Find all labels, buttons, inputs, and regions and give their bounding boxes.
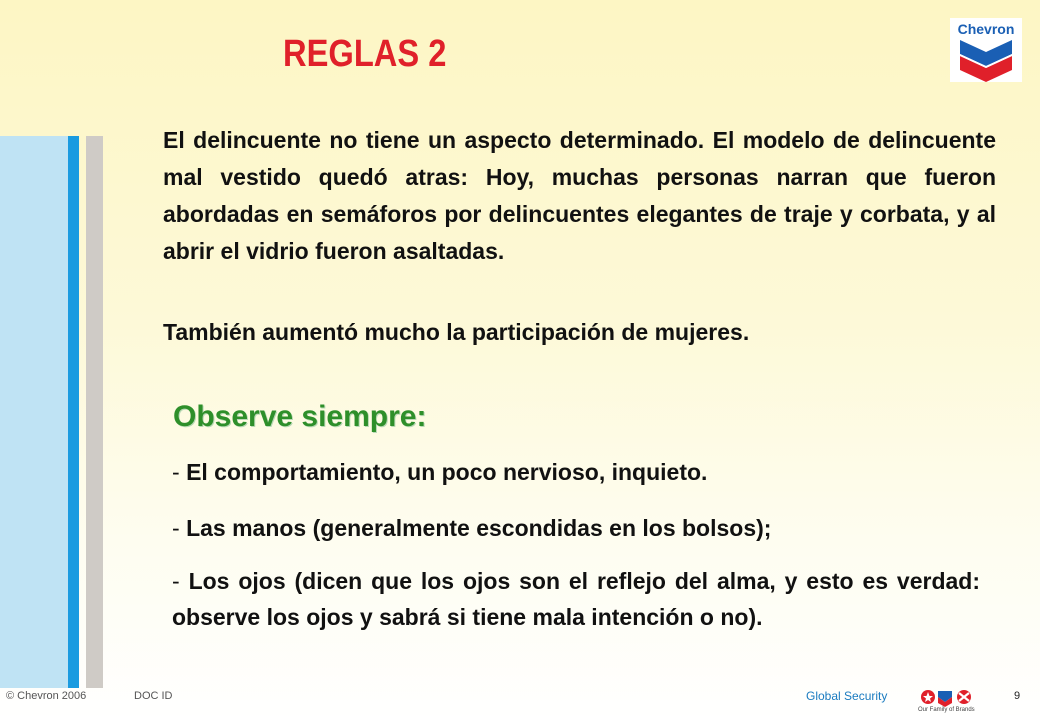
left-gray-bar (86, 136, 103, 688)
bullet-dash: - (172, 568, 180, 594)
observe-heading: Observe siempre: (173, 400, 427, 433)
brands-caption: Our Family of Brands (918, 707, 975, 713)
slide-title: REGLAS 2 (283, 33, 447, 75)
footer-copyright: © Chevron 2006 (6, 690, 87, 702)
paragraph-women: También aumentó mucho la participación de mujeres. (163, 319, 750, 345)
left-blue-bar (68, 136, 79, 688)
chevron-logo (950, 18, 1022, 82)
bullet-text: Las manos (generalmente escondidas en los bolsos); (186, 515, 772, 541)
bullet-dash: - (172, 515, 180, 541)
chevron-logo-text: Chevron (957, 21, 1015, 37)
left-decor-panel (0, 136, 68, 688)
bullet-text: Los ojos (dicen que los ojos son el reflejo del alma, y esto es verdad: observe los ojos y sabrá si tiene mala intención o no). (172, 568, 981, 630)
bullet-behavior (172, 454, 980, 490)
footer-section: Global Security (806, 689, 888, 703)
bullet-dash: - (172, 459, 180, 485)
paragraph-appearance: El delincuente no tiene un aspecto determinado. El modelo de delincuente mal vestido quedó atras: Hoy, muchas personas narran que fueron abordadas en semáforos por delincuentes elegantes de traje y corbata, y al abrir el vidrio fueron asaltadas. (163, 127, 996, 264)
bullet-eyes (172, 563, 980, 635)
footer-doc-id: DOC ID (134, 690, 173, 702)
bullet-text: El comportamiento, un poco nervioso, inquieto. (186, 459, 708, 485)
bullet-hands (172, 510, 980, 546)
page-number: 9 (1014, 690, 1021, 702)
